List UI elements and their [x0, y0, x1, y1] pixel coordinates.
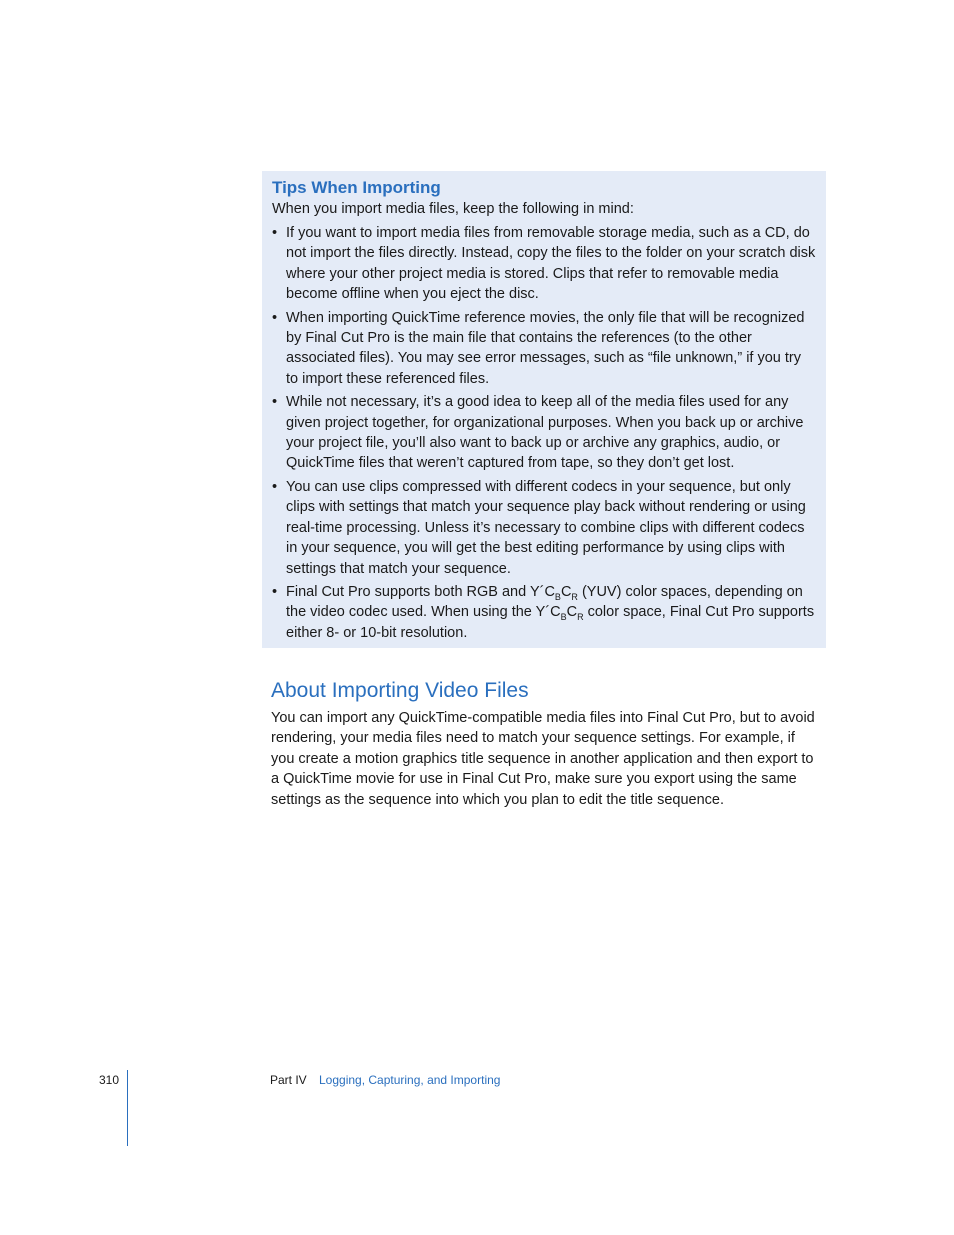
list-item: • You can use clips compressed with different codecs in your sequence, but only clips with settings that match your sequence play back without rendering or using real-time processing. Unless it’s necessary to combine clips with different codecs in your sequence, you will get the best editing performance by using clips with settings that match your sequence.: [272, 478, 806, 577]
tips-intro: When you import media files, keep the following in mind:: [272, 201, 634, 217]
footer-chapter-title: Logging, Capturing, and Importing: [319, 1073, 501, 1087]
footer-divider: [127, 1070, 128, 1146]
footer-part-label: Part IV: [270, 1073, 307, 1087]
list-item: • While not necessary, it’s a good idea to keep all of the media files used for any given project together, for organizational purposes. When you back up or archive your project file, you’ll also want to back up or archive any graphics, audio, or QuickTime files that weren’t captured from tape, so they don’t get lost.: [272, 394, 804, 472]
section-body: You can import any QuickTime-compatible media files into Final Cut Pro, but to avoid rendering, your media files need to match your sequence settings. For example, if you create a motion graphics title sequence in another application and then export to a QuickTime movie for use in Final Cut Pro, make sure you export using the same settings as the sequence into which you plan to edit the title sequence.: [271, 710, 815, 808]
list-item: • If you want to import media files from removable storage media, such as a CD, do not import the files directly. Instead, copy the files to the folder on your scratch disk where your other project media is stored. Clips that refer to removable media become offline when you eject the disc.: [272, 225, 816, 303]
list-item: • When importing QuickTime reference movies, the only file that will be recognized by Final Cut Pro is the main file that contains the references (to the other associated files). You may see error messages, such as “file unknown,” if you try to import these referenced files.: [272, 309, 805, 387]
section-importing-video: [271, 676, 817, 810]
page-number: 310: [99, 1073, 120, 1087]
tips-title: Tips When Importing: [272, 178, 441, 197]
section-title: About Importing Video Files: [271, 679, 529, 702]
tips-sidebar: [262, 171, 826, 648]
list-item: • Final Cut Pro supports both RGB and $Y´C_BC_R$ (YUV) color spaces, depending on the video codec used. When using the $Y´C_BC_R$ color space, Final Cut Pro supports either 8- or 10-bit resolution.: [272, 583, 815, 641]
tips-list: [272, 223, 816, 643]
